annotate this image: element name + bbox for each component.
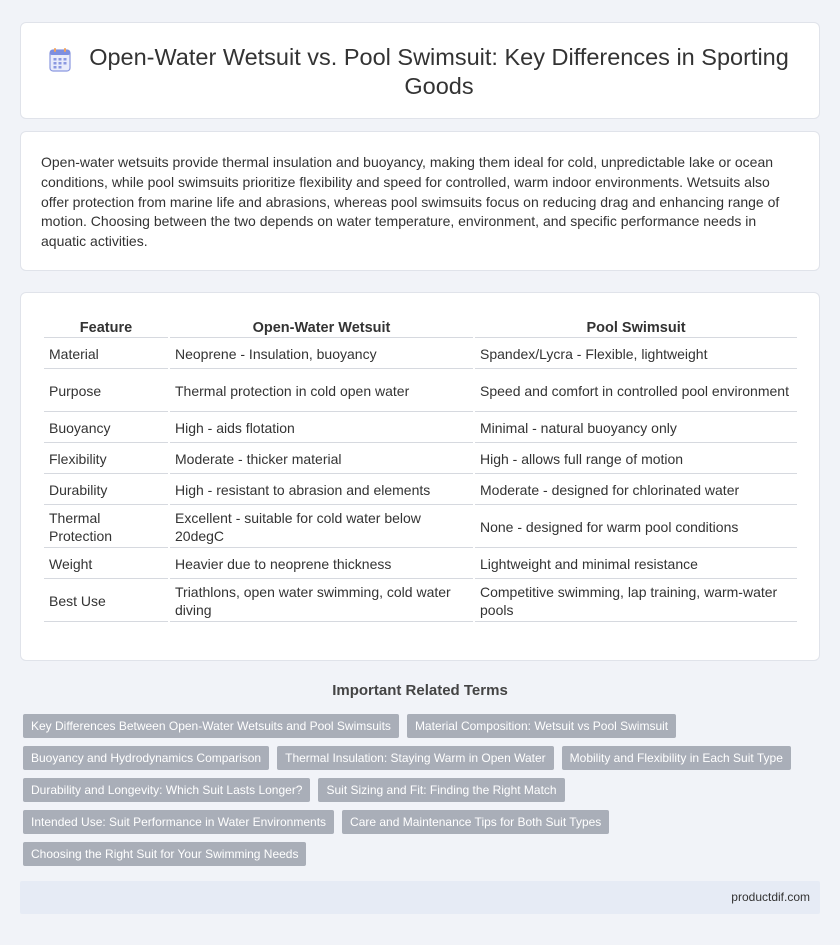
column-header-feature: Feature — [44, 318, 168, 338]
wetsuit-cell: Triathlons, open water swimming, cold water diving — [170, 581, 473, 622]
feature-cell: Thermal Protection — [44, 507, 168, 548]
related-terms-list — [23, 714, 803, 866]
related-term-link[interactable]: Intended Use: Suit Performance in Water Environments — [23, 810, 334, 834]
feature-cell: Material — [44, 340, 168, 369]
wetsuit-cell: Neoprene - Insulation, buoyancy — [170, 340, 473, 369]
comparison-table-card — [20, 292, 820, 661]
table-row — [44, 445, 797, 474]
wetsuit-cell: Excellent - suitable for cold water below 20degC — [170, 507, 473, 548]
footer-bar — [20, 881, 820, 914]
title-row — [45, 43, 799, 101]
swimsuit-cell: Lightweight and minimal resistance — [475, 550, 797, 579]
column-header-wetsuit: Open-Water Wetsuit — [170, 318, 473, 338]
swimsuit-cell: Minimal - natural buoyancy only — [475, 414, 797, 443]
feature-cell: Best Use — [44, 581, 168, 622]
related-term-link[interactable]: Thermal Insulation: Staying Warm in Open Water — [277, 746, 554, 770]
table-header-row — [44, 318, 797, 338]
comparison-table — [42, 316, 799, 624]
related-term-link[interactable]: Choosing the Right Suit for Your Swimming Needs — [23, 842, 306, 866]
table-row — [44, 371, 797, 412]
swimsuit-cell: Speed and comfort in controlled pool environment — [475, 371, 797, 412]
swimsuit-cell: None - designed for warm pool conditions — [475, 507, 797, 548]
table-row — [44, 550, 797, 579]
table-row — [44, 581, 797, 622]
wetsuit-cell: Moderate - thicker material — [170, 445, 473, 474]
feature-cell: Purpose — [44, 371, 168, 412]
related-term-link[interactable]: Buoyancy and Hydrodynamics Comparison — [23, 746, 269, 770]
related-term-link[interactable]: Mobility and Flexibility in Each Suit Type — [562, 746, 791, 770]
swimsuit-cell: Spandex/Lycra - Flexible, lightweight — [475, 340, 797, 369]
related-term-link[interactable]: Material Composition: Wetsuit vs Pool Swimsuit — [407, 714, 676, 738]
related-terms-title: Important Related Terms — [332, 682, 508, 699]
feature-cell: Weight — [44, 550, 168, 579]
swimsuit-cell: High - allows full range of motion — [475, 445, 797, 474]
table-row — [44, 507, 797, 548]
table-row — [44, 476, 797, 505]
feature-cell: Flexibility — [44, 445, 168, 474]
swimsuit-cell: Moderate - designed for chlorinated water — [475, 476, 797, 505]
wetsuit-cell: High - resistant to abrasion and elements — [170, 476, 473, 505]
calendar-icon — [47, 47, 73, 73]
table-row — [44, 414, 797, 443]
wetsuit-cell: High - aids flotation — [170, 414, 473, 443]
feature-cell: Buoyancy — [44, 414, 168, 443]
column-header-swimsuit: Pool Swimsuit — [475, 318, 797, 338]
related-term-link[interactable]: Suit Sizing and Fit: Finding the Right Match — [318, 778, 564, 802]
swimsuit-cell: Competitive swimming, lap training, warm-water pools — [475, 581, 797, 622]
feature-cell: Durability — [44, 476, 168, 505]
table-row — [44, 340, 797, 369]
related-term-link[interactable]: Care and Maintenance Tips for Both Suit Types — [342, 810, 609, 834]
related-term-link[interactable]: Durability and Longevity: Which Suit Lasts Longer? — [23, 778, 310, 802]
intro-paragraph: Open-water wetsuits provide thermal insulation and buoyancy, making them ideal for cold, unpredictable lake or ocean conditions, while pool swimsuits prioritize flexibility and speed for controlled, warm indoor environments. Wetsuits also offer protection from marine life and abrasions, whereas pool swimsuits focus on reducing drag and enhancing range of motion. Choosing between the two depends on water temperature, environment, and specific performance needs in aquatic activities. — [41, 154, 780, 250]
page-title: Open-Water Wetsuit vs. Pool Swimsuit: Key Differences in Sporting Goods — [89, 44, 789, 99]
intro-card — [20, 131, 820, 271]
wetsuit-cell: Thermal protection in cold open water — [170, 371, 473, 412]
site-name: productdif.com — [731, 890, 810, 904]
header-card — [20, 22, 820, 119]
wetsuit-cell: Heavier due to neoprene thickness — [170, 550, 473, 579]
related-term-link[interactable]: Key Differences Between Open-Water Wetsuits and Pool Swimsuits — [23, 714, 399, 738]
